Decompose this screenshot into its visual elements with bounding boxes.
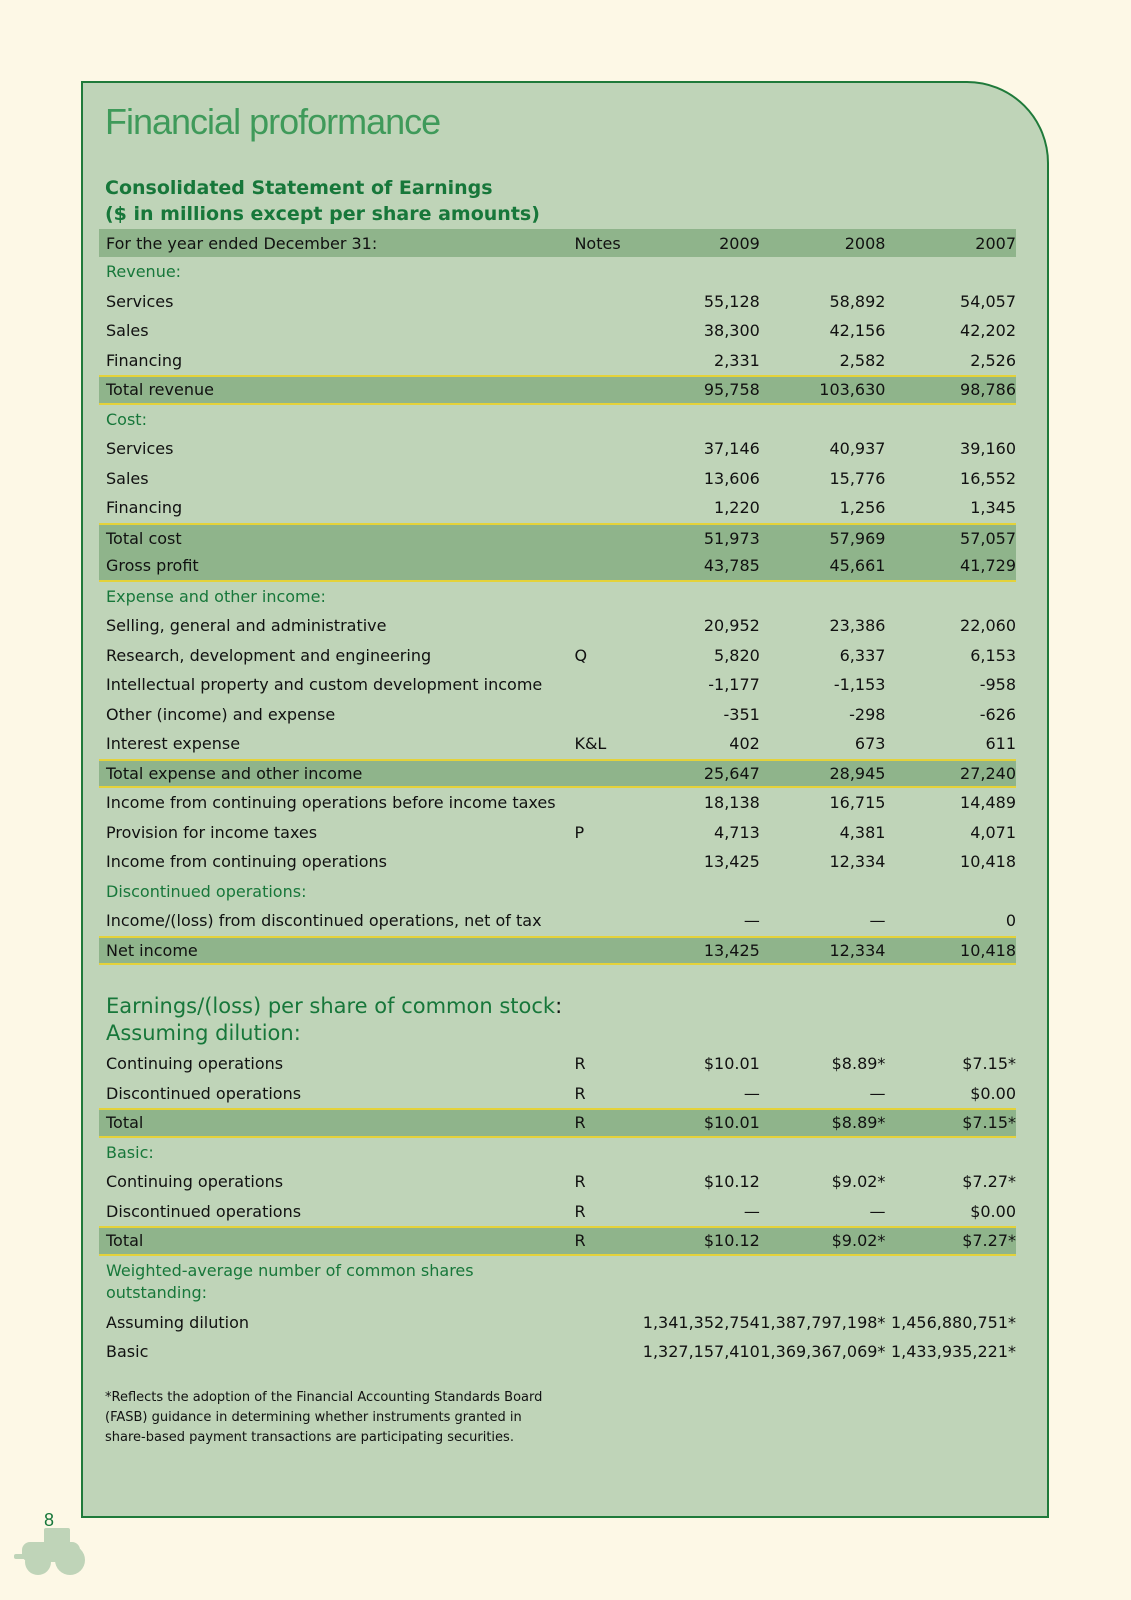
value-cell: 13,606 [703, 468, 760, 488]
value-cell: $8.89* [831, 1054, 886, 1074]
value-cell: 10,418 [960, 852, 1016, 872]
table-row [99, 464, 1016, 494]
earnings-table [99, 229, 1016, 1367]
value-cell: $9.02* [831, 1172, 886, 1192]
value-cell: 1,220 [714, 498, 760, 518]
value-cell: — [743, 911, 760, 931]
value-cell: $7.27* [962, 1231, 1016, 1251]
row-label: Basic [106, 1342, 149, 1362]
value-cell: $8.89* [831, 1113, 886, 1133]
value-cell: 1,387,797,198* [760, 1312, 886, 1332]
page-number: 8 [44, 1510, 55, 1530]
table-row [99, 847, 1016, 877]
value-cell: 10,418 [960, 940, 1016, 960]
value-cell: 42,156 [829, 321, 886, 341]
value-cell: 98,786 [960, 380, 1016, 400]
value-cell: 51,973 [703, 528, 760, 548]
value-cell: -1,177 [708, 675, 760, 695]
table-row [99, 729, 1016, 759]
table-header [99, 229, 1016, 257]
statement-subtitle [105, 175, 540, 227]
total-row [99, 759, 1016, 789]
total-row [99, 375, 1016, 405]
value-cell: 57,057 [960, 528, 1016, 548]
total-row [99, 552, 1016, 582]
value-cell: 1,327,157,410 [642, 1342, 760, 1362]
value-cell: 4,381 [839, 822, 886, 842]
row-label: Sales [106, 321, 149, 341]
value-cell: — [743, 1083, 760, 1103]
row-label: Intellectual property and custom development income [106, 675, 543, 695]
row-notes: R [574, 1201, 586, 1221]
value-cell: $7.27* [962, 1172, 1016, 1192]
value-cell: 4,713 [714, 822, 760, 842]
row-label: Sales [106, 468, 149, 488]
value-cell: -1,153 [833, 675, 886, 695]
value-cell: 55,128 [703, 291, 760, 311]
table-row [99, 611, 1016, 641]
value-cell: 16,715 [829, 793, 886, 813]
row-label: Continuing operations [106, 1054, 284, 1074]
value-cell: 43,785 [703, 556, 760, 576]
value-cell: 2,526 [970, 350, 1016, 370]
row-label: Net income [106, 940, 198, 960]
value-cell: — [869, 1083, 886, 1103]
value-cell: 611 [985, 734, 1016, 754]
row-label: Cost: [106, 409, 147, 429]
basic-heading: Basic: [106, 1142, 154, 1162]
value-cell: $0.00 [970, 1201, 1016, 1221]
section-heading [99, 582, 1016, 612]
value-cell: 12,334 [829, 852, 886, 872]
footnote: *Reflects the adoption of the Financial Accounting Standards Board (FASB) guidance in determining whether instruments granted in share-based payment transactions are participating securities. [105, 1390, 543, 1445]
table-row [99, 346, 1016, 376]
total-row [99, 1226, 1016, 1256]
value-cell: 27,240 [960, 763, 1016, 783]
table-row [99, 1167, 1016, 1197]
value-cell: 1,456,880,751* [890, 1312, 1016, 1332]
row-notes: R [574, 1231, 586, 1251]
value-cell: 41,729 [960, 556, 1016, 576]
row-label: Total expense and other income [106, 763, 363, 783]
row-notes: R [574, 1054, 586, 1074]
value-cell: 13,425 [703, 852, 760, 872]
value-cell: 1,256 [839, 498, 886, 518]
row-label: Interest expense [106, 734, 241, 754]
value-cell: 25,647 [703, 763, 760, 783]
value-cell: 38,300 [703, 321, 760, 341]
value-cell: -958 [979, 675, 1016, 695]
value-cell: 2,331 [714, 350, 760, 370]
value-cell: 42,202 [960, 321, 1016, 341]
value-cell: $10.12 [703, 1172, 760, 1192]
table-row [99, 1049, 1016, 1079]
row-label: Income/(loss) from discontinued operations, net of tax [106, 911, 542, 931]
row-label: Discontinued operations [106, 1083, 302, 1103]
header-notes: Notes [574, 233, 621, 253]
value-cell: 4,071 [970, 822, 1016, 842]
value-cell: $10.01 [703, 1054, 760, 1074]
value-cell: 6,153 [970, 645, 1016, 665]
value-cell: 14,489 [960, 793, 1016, 813]
row-label: Discontinued operations: [106, 881, 307, 901]
table-row [99, 287, 1016, 317]
row-label: Discontinued operations [106, 1201, 302, 1221]
eps-heading: Earnings/(loss) per share of common stock: [106, 994, 563, 1018]
value-cell: — [869, 911, 886, 931]
table-row [99, 788, 1016, 818]
row-notes: Q [574, 645, 588, 665]
row-label: Expense and other income: [106, 586, 326, 606]
row-notes: R [574, 1113, 586, 1133]
header-year: 2007 [975, 233, 1016, 253]
row-label: Selling, general and administrative [106, 616, 387, 636]
row-notes: K&L [574, 734, 607, 754]
value-cell: 15,776 [829, 468, 886, 488]
row-label: Revenue: [106, 262, 182, 282]
value-cell: 40,937 [829, 439, 886, 459]
row-label: Income from continuing operations [106, 852, 387, 872]
value-cell: 18,138 [703, 793, 760, 813]
value-cell: 20,952 [703, 616, 760, 636]
value-cell: -626 [979, 704, 1016, 724]
page-title: Financial proformance [105, 101, 441, 142]
total-row [99, 936, 1016, 966]
table-row [99, 1197, 1016, 1227]
row-notes: R [574, 1083, 586, 1103]
subtitle-line-1: Consolidated Statement of Earnings [105, 177, 493, 199]
value-cell: 103,630 [819, 380, 886, 400]
row-notes: R [574, 1172, 586, 1192]
header-label: For the year ended December 31: [106, 233, 378, 253]
value-cell: 1,341,352,754 [642, 1312, 760, 1332]
value-cell: 5,820 [714, 645, 760, 665]
tractor-icon [12, 1528, 88, 1576]
table-row [99, 641, 1016, 671]
row-label: Other (income) and expense [106, 704, 336, 724]
section-heading [99, 877, 1016, 907]
row-label: Continuing operations [106, 1172, 284, 1192]
value-cell: 57,969 [829, 528, 886, 548]
row-label: Total [106, 1113, 144, 1133]
table-row [99, 818, 1016, 848]
total-row [99, 523, 1016, 553]
row-label: Gross profit [106, 556, 199, 576]
table-row [99, 1337, 1016, 1367]
table-row [99, 1308, 1016, 1338]
value-cell: 37,146 [703, 439, 760, 459]
header-year: 2009 [719, 233, 760, 253]
value-cell: 1,369,367,069* [760, 1342, 886, 1362]
value-cell: 402 [729, 734, 760, 754]
value-cell: 12,334 [829, 940, 886, 960]
value-cell: $10.12 [703, 1231, 760, 1251]
shares-heading: Weighted-average number of common shares outstanding: [106, 1260, 474, 1302]
row-label: Services [106, 439, 174, 459]
value-cell: $9.02* [831, 1231, 886, 1251]
value-cell: 54,057 [960, 291, 1016, 311]
row-label: Income from continuing operations before income taxes [106, 793, 556, 813]
value-cell: 22,060 [960, 616, 1016, 636]
row-label: Financing [106, 498, 183, 518]
row-label: Assuming dilution [106, 1312, 250, 1332]
value-cell: — [743, 1201, 760, 1221]
value-cell: 1,345 [970, 498, 1016, 518]
row-label: Provision for income taxes [106, 822, 318, 842]
row-label: Research, development and engineering [106, 645, 432, 665]
value-cell: 0 [1005, 911, 1016, 931]
row-label: Total [106, 1231, 144, 1251]
table-row [99, 316, 1016, 346]
table-row [99, 1079, 1016, 1109]
row-notes: P [574, 822, 585, 842]
table-row [99, 434, 1016, 464]
value-cell: 23,386 [829, 616, 886, 636]
section-heading [99, 257, 1016, 287]
value-cell: 2,582 [839, 350, 886, 370]
value-cell: 58,892 [829, 291, 886, 311]
table-row [99, 700, 1016, 730]
table-row [99, 670, 1016, 700]
dilution-heading: Assuming dilution: [106, 1021, 301, 1045]
table-row [99, 493, 1016, 523]
value-cell: 28,945 [829, 763, 886, 783]
value-cell: -351 [723, 704, 760, 724]
value-cell: $10.01 [703, 1113, 760, 1133]
statement-panel [81, 81, 1049, 1518]
value-cell: 6,337 [839, 645, 886, 665]
value-cell: 95,758 [703, 380, 760, 400]
value-cell: — [869, 1201, 886, 1221]
value-cell: 39,160 [960, 439, 1016, 459]
value-cell: 673 [854, 734, 886, 754]
table-row [99, 906, 1016, 936]
row-label: Total revenue [106, 380, 214, 400]
row-label: Total cost [106, 528, 182, 548]
row-label: Services [106, 291, 174, 311]
value-cell: 13,425 [703, 940, 760, 960]
value-cell: $7.15* [962, 1113, 1016, 1133]
value-cell: -298 [849, 704, 886, 724]
row-label: Financing [106, 350, 183, 370]
value-cell: 1,433,935,221* [890, 1342, 1016, 1362]
value-cell: 45,661 [829, 556, 886, 576]
value-cell: 16,552 [960, 468, 1016, 488]
header-year: 2008 [844, 233, 886, 253]
value-cell: $7.15* [962, 1054, 1016, 1074]
total-row [99, 1108, 1016, 1138]
value-cell: $0.00 [970, 1083, 1016, 1103]
subtitle-line-2: ($ in millions except per share amounts) [105, 203, 540, 225]
section-heading [99, 405, 1016, 435]
